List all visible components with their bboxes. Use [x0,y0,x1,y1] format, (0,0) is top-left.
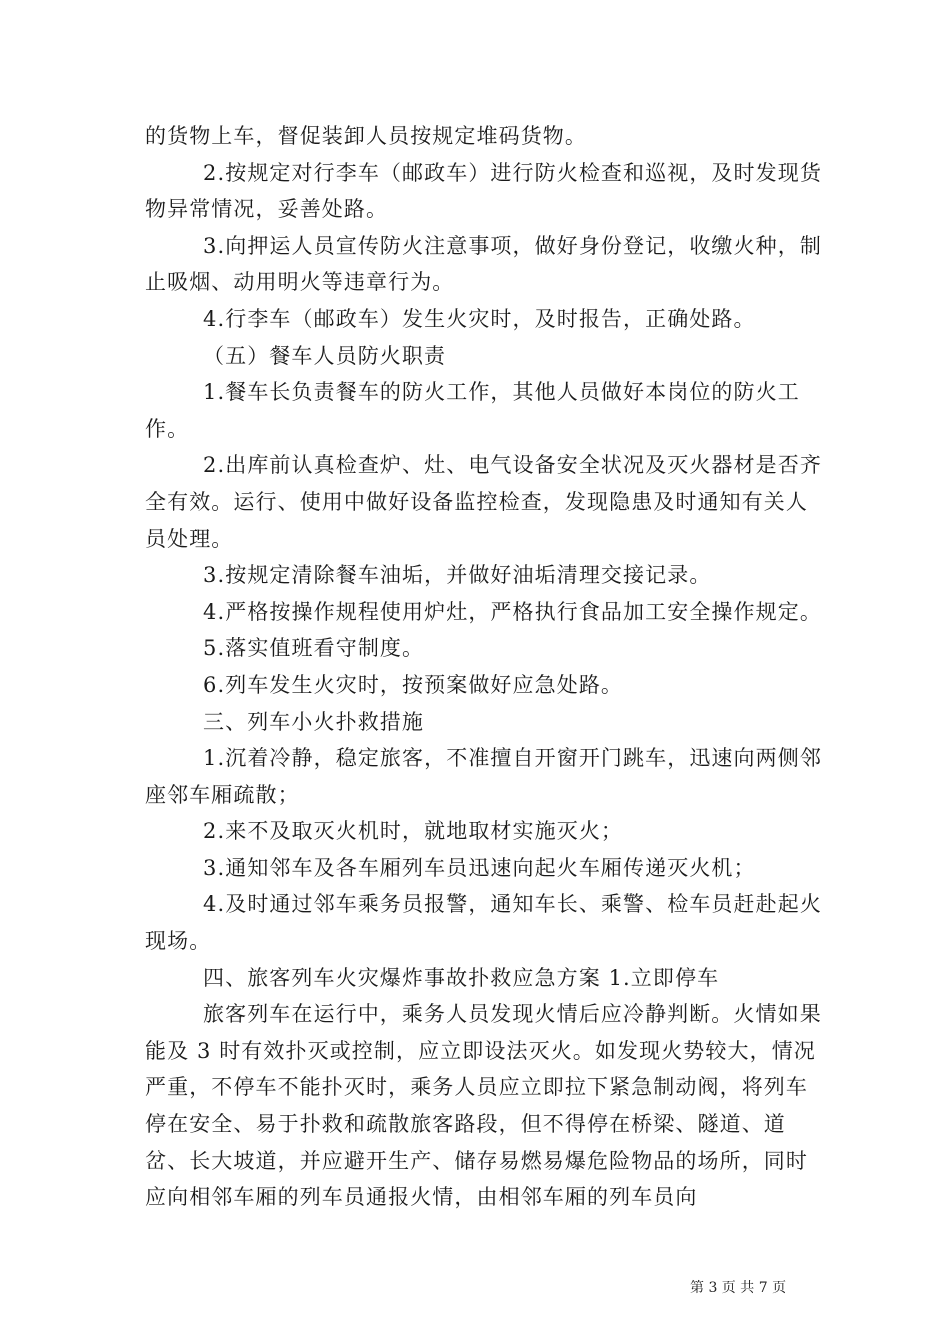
paragraph: 1.餐车长负责餐车的防火工作，其他人员做好本岗位的防火工作。 [145,380,800,441]
paragraph: 4.行李车（邮政车）发生火灾时，及时报告，正确处路。 [203,306,756,331]
paragraph: 4.严格按操作规程使用炉灶，严格执行食品加工安全操作规定。 [203,599,822,624]
paragraph: 2.出库前认真检查炉、灶、电气设备安全状况及灭火器材是否齐全有效。运行、使用中做好设备监控检查，发现隐患及时通知有关人员处理。 [145,453,822,551]
paragraph: 旅客列车在运行中，乘务人员发现火情后应冷静判断。火情如果能及 3 时有效扑灭或控制，应立即设法灭火。如发现火势较大，情况严重，不停车不能扑灭时，乘务人员应立即拉下紧急制动阀，将列车停在安全、易于扑救和疏散旅客路段，但不得停在桥梁、隧道、道岔、长大坡道，并应避开生产、储存易燃易爆危险物品的场所，同时应向相邻车厢的列车员通报火情，由相邻车厢的列车员向 [145,1002,822,1210]
section-heading: 四、旅客列车火灾爆炸事故扑救应急方案 1.立即停车 [203,965,720,990]
section-heading: 三、列车小火扑救措施 [203,709,424,734]
paragraph: 3.按规定清除餐车油垢，并做好油垢清理交接记录。 [203,563,712,588]
paragraph: 4.及时通过邻车乘务员报警，通知车长、乘警、检车员赶赴起火现场。 [145,892,822,954]
section-heading: （五）餐车人员防火职责 [203,343,447,368]
document-body [145,118,825,1216]
paragraph: 2.按规定对行李车（邮政车）进行防火检查和巡视，及时发现货物异常情况，妥善处路。 [145,160,822,222]
paragraph: 5.落实值班看守制度。 [203,636,425,661]
paragraph: 3.向押运人员宣传防火注意事项，做好身份登记，收缴火种，制止吸烟、动用明火等违章行为。 [145,233,822,295]
paragraph: 2.来不及取灭火机时，就地取材实施灭火； [203,819,624,844]
paragraph: 1.沉着冷静，稳定旅客，不准擅自开窗开门跳车，迅速向两侧邻座邻车厢疏散； [145,746,822,807]
paragraph: 6.列车发生火灾时，按预案做好应急处路。 [203,672,624,697]
page-number-footer: 第 3 页 共 7 页 [690,1280,787,1296]
paragraph: 的货物上车，督促装卸人员按规定堆码货物。 [145,124,587,148]
paragraph: 3.通知邻车及各车厢列车员迅速向起火车厢传递灭火机； [203,855,756,880]
